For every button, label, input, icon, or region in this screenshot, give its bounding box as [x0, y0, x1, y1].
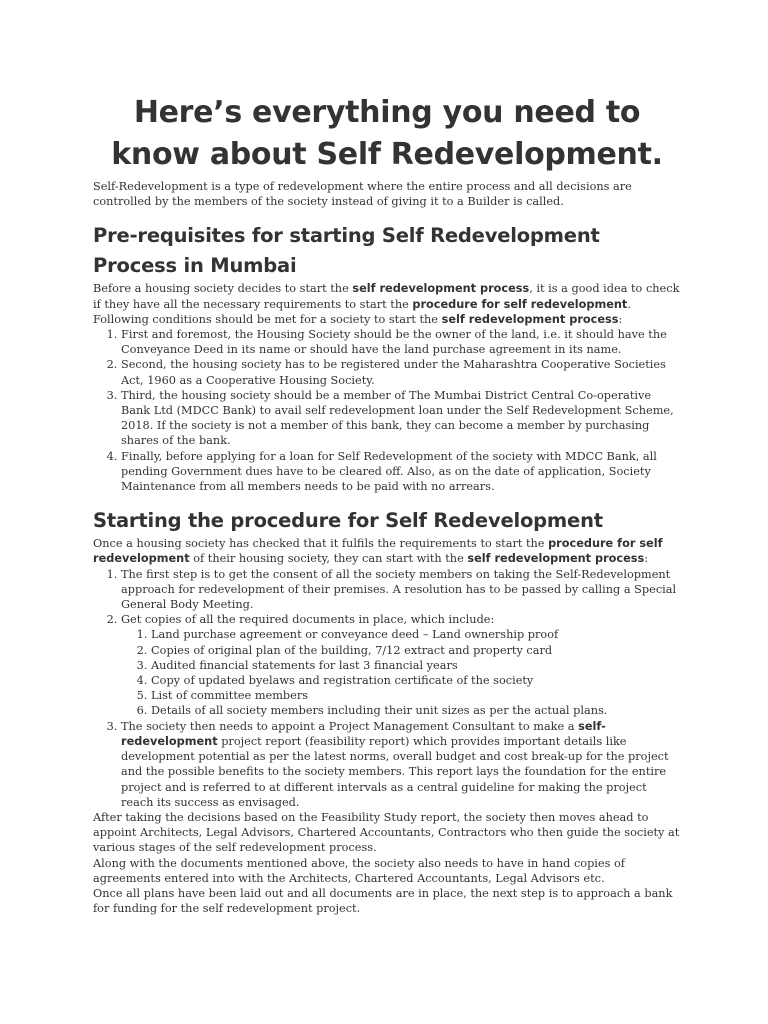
intro-paragraph: Self-Redevelopment is a type of redevelopment where the entire process and all decisions are controlled by the members of the society instead of giving it to a Builder is called.: [93, 180, 632, 209]
sublist-item: 2. Copies of original plan of the building, 7/12 extract and property card: [151, 643, 681, 658]
sublist-item: 4. Copy of updated byelaws and registration certificate of the society: [151, 673, 681, 688]
closing-paragraph: Once all plans have been laid out and all documents are in place, the next step is to approach a bank for funding for the self redevelopment project.: [93, 886, 673, 916]
prerequisites-list: [93, 327, 681, 494]
list-item: 1. First and foremost, the Housing Society should be the owner of the land, i.e. it should have the Conveyance Deed in its name or should have the land purchase agreement in its name.: [121, 327, 681, 357]
prerequisites-paragraph-1: Before a housing society decides to start the self redevelopment process, it is a good idea to check if they have all the necessary requirements to start the procedure for self redevelopment.: [93, 282, 680, 311]
page-title: Here’s everything you need to know about Self Redevelopment.: [111, 95, 663, 172]
bold-phrase: self redevelopment process: [352, 282, 530, 296]
prerequisites-paragraph-2: Following conditions should be met for a society to start the self redevelopment process:: [93, 312, 623, 326]
documents-sublist: [121, 627, 681, 718]
article: [93, 92, 681, 916]
closing-paragraph: After taking the decisions based on the Feasibility Study report, the society then moves ahead to appoint Architects, Legal Advisors, Chartered Accountants, Contractors who then guide the society at various stages of the self redevelopment process.: [93, 810, 680, 855]
list-item-text: Get copies of all the required documents in place, which include:: [121, 613, 495, 627]
sublist-item: 6. Details of all society members including their unit sizes as per the actual plans.: [151, 703, 681, 718]
bold-phrase: self redevelopment process: [467, 552, 645, 566]
bold-phrase: procedure for self redevelopment: [412, 297, 628, 311]
section-heading-procedure: Starting the procedure for Self Redevelopment: [93, 509, 603, 533]
sublist-item: 5. List of committee members: [151, 688, 681, 703]
list-item: [121, 612, 681, 718]
list-item: 3. Third, the housing society should be a member of The Mumbai District Central Co-operative Bank Ltd (MDCC Bank) to avail self redevelopment loan under the Self Redevelopment Scheme, 2018. If the society is not a member of this bank, they can become a member by purchasing shares of the bank.: [121, 388, 681, 449]
list-item: 3. The society then needs to appoint a Project Management Consultant to make a self-redevelopment project report (feasibility report) which provides important details like development potential as per the latest norms, overall budget and cost break-up for the project and the possible benefits to the society members. This report lays the foundation for the entire project and is referred to at different intervals as a central guideline for making the project reach its success as envisaged.: [121, 719, 681, 810]
list-item: 1. The first step is to get the consent of all the society members on taking the Self-Redevelopment approach for redevelopment of their premises. A resolution has to be passed by calling a Special General Body Meeting.: [121, 567, 681, 613]
list-item: 4. Finally, before applying for a loan for Self Redevelopment of the society with MDCC Bank, all pending Government dues have to be cleared off. Also, as on the date of application, Society Maintenance from all members needs to be paid with no arrears.: [121, 449, 681, 495]
sublist-item: 1. Land purchase agreement or conveyance deed – Land ownership proof: [151, 627, 681, 642]
sublist-item: 3. Audited financial statements for last 3 financial years: [151, 658, 681, 673]
procedure-list: [93, 567, 681, 810]
bold-phrase: self-redevelopment: [121, 719, 606, 748]
bold-phrase: self redevelopment process: [441, 312, 619, 326]
closing-paragraph: Along with the documents mentioned above, the society also needs to have in hand copies of agreements entered into with the Architects, Chartered Accountants, Legal Advisors etc.: [93, 856, 625, 885]
procedure-paragraph: Once a housing society has checked that it fulfils the requirements to start the procedure for self redevelopment of their housing society, they can start with the self redevelopment process:: [93, 537, 663, 566]
list-item: 2. Second, the housing society has to be registered under the Maharashtra Cooperative Societies Act, 1960 as a Cooperative Housing Society.: [121, 357, 681, 387]
section-heading-prerequisites: Pre-requisites for starting Self Redevelopment Process in Mumbai: [93, 224, 600, 278]
bold-phrase: procedure for self redevelopment: [93, 537, 663, 566]
